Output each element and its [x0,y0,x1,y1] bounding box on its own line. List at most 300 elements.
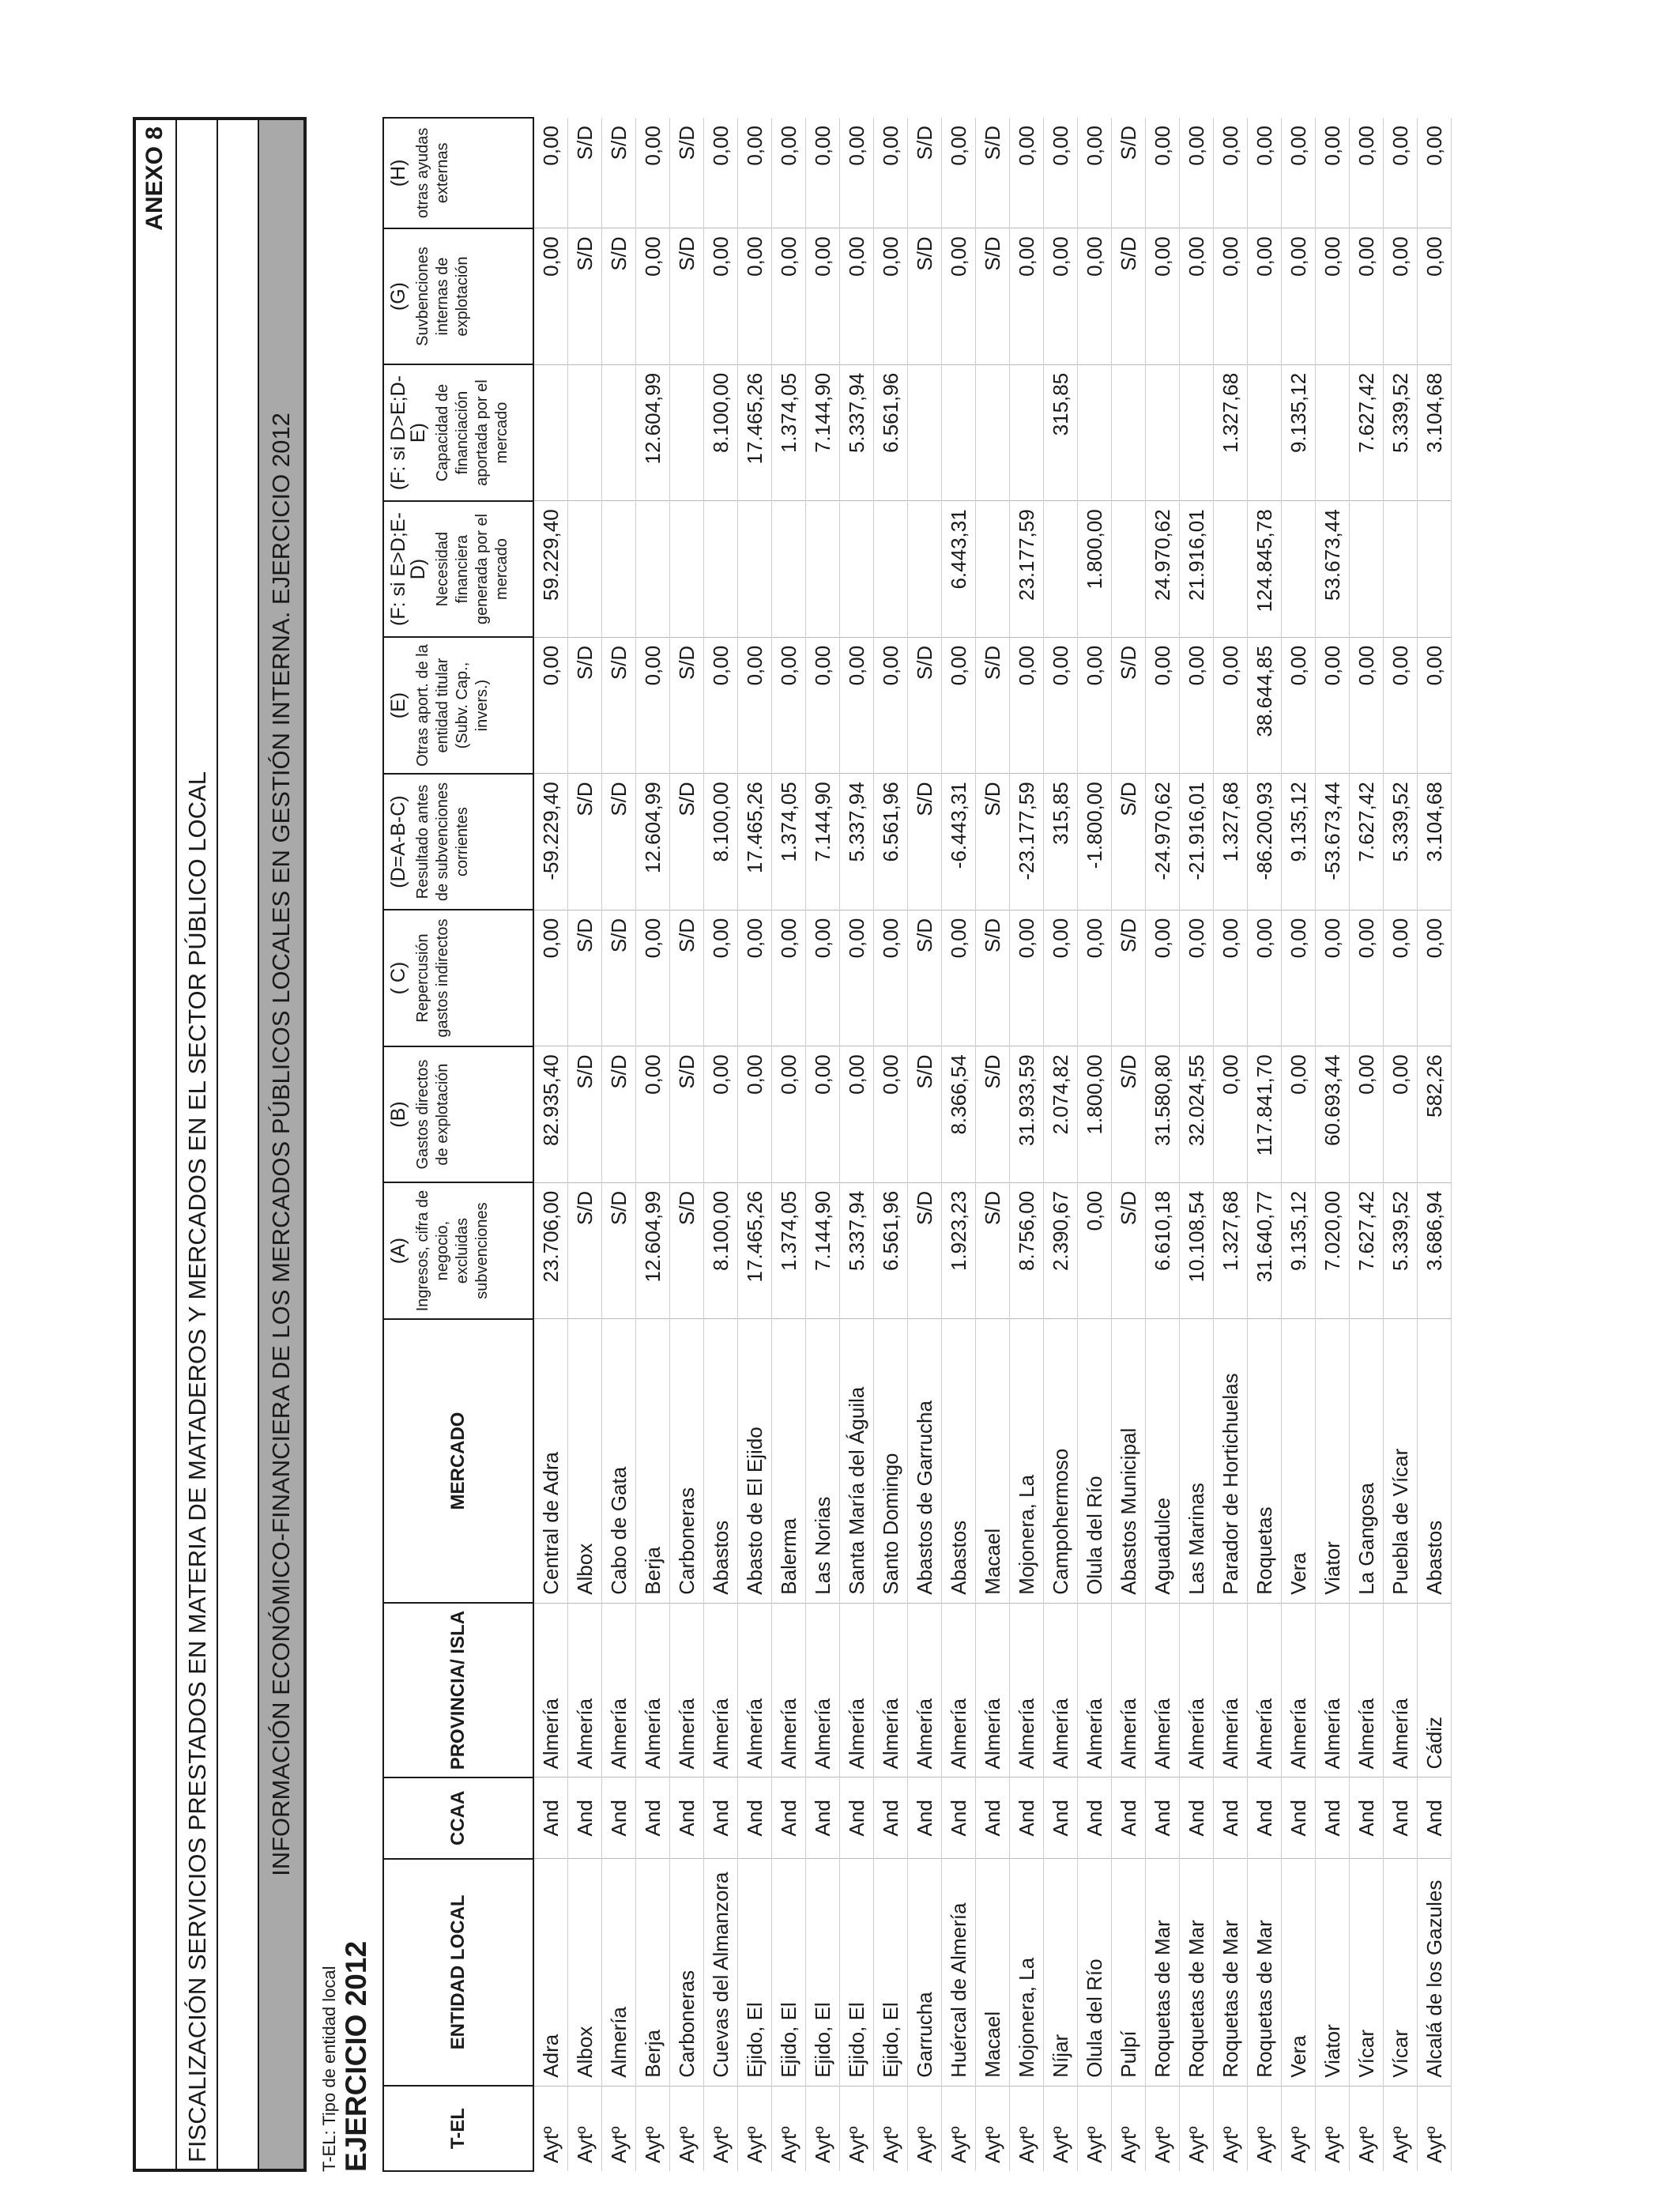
cell-entidad: Albox [568,1859,602,2087]
cell-f1 [568,501,602,638]
cell-e: 0,00 [1384,637,1418,774]
cell-provincia: Almería [1180,1603,1214,1777]
cell-a: 1.374,05 [772,1182,806,1319]
cell-a: 23.706,00 [533,1182,568,1319]
cell-entidad: Viator [1316,1859,1350,2087]
cell-c: 0,00 [533,910,568,1046]
col-h-desc: otras ayudas externas [414,127,451,219]
table-row [738,118,772,2171]
cell-ccaa: And [1248,1777,1282,1859]
cell-tel: Aytº [568,2086,602,2171]
cell-f2 [533,364,568,501]
cell-e: S/D [976,637,1010,774]
cell-d: 8.100,00 [704,774,738,910]
cell-c: 0,00 [1418,910,1452,1046]
cell-a: 12.604,99 [636,1182,670,1319]
cell-b: 0,00 [840,1046,874,1183]
cell-mercado: Abastos Municipal [1112,1319,1146,1603]
table-row [1316,118,1350,2171]
cell-d: -53.673,44 [1316,774,1350,910]
cell-f2 [1146,364,1180,501]
col-e-desc: Otras aport. de la entidad titular (Subv. Cap., invers.) [414,644,491,767]
cell-entidad: Ejido, El [874,1859,908,2087]
table-row [772,118,806,2171]
cell-entidad: Ejido, El [772,1859,806,2087]
cell-b: 0,00 [1350,1046,1384,1183]
cell-mercado: Abastos de Garrucha [908,1319,942,1603]
cell-provincia: Almería [1146,1603,1180,1777]
col-header-provincia: PROVINCIA/ ISLA [383,1603,533,1777]
col-header-d [383,774,533,910]
cell-tel: Aytº [533,2086,568,2171]
cell-e: 0,00 [533,637,568,774]
table-row [636,118,670,2171]
cell-mercado: Campohermoso [1044,1319,1078,1603]
cell-c: S/D [602,910,636,1046]
cell-d: 7.627,42 [1350,774,1384,910]
anexo-label: ANEXO 8 [141,126,168,231]
cell-d: -23.177,59 [1010,774,1044,910]
cell-ccaa: And [704,1777,738,1859]
cell-provincia: Almería [1384,1603,1418,1777]
cell-h: 0,00 [1384,118,1418,228]
col-f1-desc: Necesidad financiera generada por el mercado [434,514,510,625]
cell-entidad: Cuevas del Almanzora [704,1859,738,2087]
cell-provincia: Almería [976,1603,1010,1777]
cell-b: S/D [1112,1046,1146,1183]
cell-e: 0,00 [772,637,806,774]
table-row [1010,118,1044,2171]
cell-e: S/D [670,637,704,774]
cell-c: 0,00 [1078,910,1112,1046]
cell-entidad: Macael [976,1859,1010,2087]
cell-tel: Aytº [1316,2086,1350,2171]
cell-ccaa: And [1112,1777,1146,1859]
table-row [874,118,908,2171]
cell-f2: 17.465,26 [738,364,772,501]
cell-h: 0,00 [1010,118,1044,228]
cell-f1 [602,501,636,638]
cell-h: 0,00 [1316,118,1350,228]
cell-e: 0,00 [1044,637,1078,774]
cell-tel: Aytº [1146,2086,1180,2171]
cell-h: 0,00 [1078,118,1112,228]
cell-mercado: Las Marinas [1180,1319,1214,1603]
cell-f1: 1.800,00 [1078,501,1112,638]
col-e-letter: (E) [387,692,409,719]
cell-ccaa: And [908,1777,942,1859]
cell-f1 [1384,501,1418,638]
cell-c: 0,00 [1146,910,1180,1046]
cell-entidad: Ejido, El [840,1859,874,2087]
cell-e: 38.644,85 [1248,637,1282,774]
table-row [840,118,874,2171]
table-row [1214,118,1248,2171]
cell-g: 0,00 [1282,228,1316,365]
cell-h: 0,00 [840,118,874,228]
cell-h: S/D [568,118,602,228]
cell-a: 7.020,00 [1316,1182,1350,1319]
cell-tel: Aytº [602,2086,636,2171]
col-header-f1 [383,501,533,638]
cell-d: S/D [568,774,602,910]
cell-entidad: Vícar [1350,1859,1384,2087]
cell-a: 10.108,54 [1180,1182,1214,1319]
col-c-desc: Repercusión gastos indirectos [414,918,451,1038]
cell-d: 315,85 [1044,774,1078,910]
cell-tel: Aytº [670,2086,704,2171]
table-row [1044,118,1078,2171]
cell-ccaa: And [1350,1777,1384,1859]
cell-c: 0,00 [1350,910,1384,1046]
col-header-mercado: MERCADO [383,1319,533,1603]
cell-mercado: Albox [568,1319,602,1603]
cell-provincia: Almería [1078,1603,1112,1777]
cell-h: 0,00 [772,118,806,228]
cell-c: 0,00 [874,910,908,1046]
cell-entidad: Vera [1282,1859,1316,2087]
table-row [976,118,1010,2171]
cell-a: S/D [602,1182,636,1319]
table-row [568,118,602,2171]
table-row [1350,118,1384,2171]
cell-entidad: Olula del Río [1078,1859,1112,2087]
cell-b: 8.366,54 [942,1046,976,1183]
cell-tel: Aytº [704,2086,738,2171]
cell-ccaa: And [1214,1777,1248,1859]
cell-d: 5.339,52 [1384,774,1418,910]
cell-h: 0,00 [533,118,568,228]
cell-ccaa: And [568,1777,602,1859]
cell-mercado: Abastos [1418,1319,1452,1603]
cell-a: 5.339,52 [1384,1182,1418,1319]
cell-a: 8.756,00 [1010,1182,1044,1319]
cell-c: 0,00 [1384,910,1418,1046]
cell-ccaa: And [1044,1777,1078,1859]
cell-tel: Aytº [1384,2086,1418,2171]
cell-g: 0,00 [1248,228,1282,365]
col-header-tel: T-EL [383,2086,533,2171]
cell-g: 0,00 [636,228,670,365]
cell-mercado: Abastos [942,1319,976,1603]
cell-ccaa: And [1078,1777,1112,1859]
cell-f2: 5.339,52 [1384,364,1418,501]
cell-ccaa: And [1010,1777,1044,1859]
cell-f1: 59.229,40 [533,501,568,638]
cell-g: 0,00 [1214,228,1248,365]
cell-d: 7.144,90 [806,774,840,910]
cell-a: S/D [670,1182,704,1319]
cell-f2 [1112,364,1146,501]
header-anexo-row [136,120,177,2169]
cell-h: S/D [908,118,942,228]
cell-e: 0,00 [1214,637,1248,774]
cell-ccaa: And [976,1777,1010,1859]
cell-g: 0,00 [1350,228,1384,365]
cell-mercado: Roquetas [1248,1319,1282,1603]
table-row [1112,118,1146,2171]
cell-tel: Aytº [840,2086,874,2171]
cell-tel: Aytº [1418,2086,1452,2171]
cell-f2: 7.144,90 [806,364,840,501]
table-row [704,118,738,2171]
col-f2-desc: Capacidad de financiación aportada por el mercado [434,379,510,486]
cell-tel: Aytº [1180,2086,1214,2171]
cell-a: 7.144,90 [806,1182,840,1319]
cell-h: 0,00 [1282,118,1316,228]
cell-a: 8.100,00 [704,1182,738,1319]
cell-d: 6.561,96 [874,774,908,910]
cell-b: 1.800,00 [1078,1046,1112,1183]
cell-provincia: Almería [1350,1603,1384,1777]
cell-c: 0,00 [806,910,840,1046]
cell-mercado: Santa María del Águila [840,1319,874,1603]
cell-d: 5.337,94 [840,774,874,910]
cell-g: 0,00 [704,228,738,365]
table-row [670,118,704,2171]
cell-entidad: Pulpí [1112,1859,1146,2087]
cell-ccaa: And [1146,1777,1180,1859]
cell-ccaa: And [806,1777,840,1859]
cell-entidad: Mojonera, La [1010,1859,1044,2087]
col-g-letter: (G) [387,282,409,311]
cell-g: 0,00 [1146,228,1180,365]
cell-b: S/D [670,1046,704,1183]
cell-d: S/D [670,774,704,910]
col-a-letter: (A) [387,1237,409,1265]
cell-provincia: Almería [670,1603,704,1777]
col-g-desc: Suvbenciones internas de explotación [414,247,471,346]
table-row [1180,118,1214,2171]
cell-entidad: Roquetas de Mar [1180,1859,1214,2087]
cell-g: S/D [908,228,942,365]
cell-mercado: Balerma [772,1319,806,1603]
cell-e: 0,00 [806,637,840,774]
cell-f1 [1282,501,1316,638]
cell-d: 1.327,68 [1214,774,1248,910]
cell-provincia: Almería [772,1603,806,1777]
cell-tel: Aytº [738,2086,772,2171]
table-row [1282,118,1316,2171]
cell-provincia: Almería [533,1603,568,1777]
cell-h: 0,00 [738,118,772,228]
cell-e: 0,00 [1418,637,1452,774]
cell-ccaa: And [874,1777,908,1859]
cell-f2 [1078,364,1112,501]
cell-f2 [602,364,636,501]
cell-e: 0,00 [704,637,738,774]
cell-g: S/D [670,228,704,365]
cell-a: 1.923,23 [942,1182,976,1319]
cell-ccaa: And [1418,1777,1452,1859]
cell-b: 0,00 [636,1046,670,1183]
cell-mercado: Berja [636,1319,670,1603]
cell-d: -1.800,00 [1078,774,1112,910]
cell-h: S/D [976,118,1010,228]
cell-mercado: Central de Adra [533,1319,568,1603]
cell-g: 0,00 [1418,228,1452,365]
cell-provincia: Almería [704,1603,738,1777]
cell-f2: 7.627,42 [1350,364,1384,501]
col-header-e [383,637,533,774]
cell-mercado: Puebla de Vícar [1384,1319,1418,1603]
cell-tel: Aytº [908,2086,942,2171]
cell-mercado: Parador de Hortichuelas [1214,1319,1248,1603]
cell-h: 0,00 [1248,118,1282,228]
cell-f2: 5.337,94 [840,364,874,501]
cell-entidad: Adra [533,1859,568,2087]
cell-b: 2.074,82 [1044,1046,1078,1183]
cell-h: 0,00 [874,118,908,228]
cell-e: S/D [602,637,636,774]
cell-mercado: Mojonera, La [1010,1319,1044,1603]
cell-h: 0,00 [942,118,976,228]
cell-mercado: Aguadulce [1146,1319,1180,1603]
cell-a: 6.561,96 [874,1182,908,1319]
cell-d: S/D [908,774,942,910]
cell-b: 0,00 [806,1046,840,1183]
cell-g: 0,00 [1180,228,1214,365]
cell-tel: Aytº [1282,2086,1316,2171]
cell-f1 [772,501,806,638]
cell-ccaa: And [1180,1777,1214,1859]
cell-g: 0,00 [806,228,840,365]
ejercicio-heading: EJERCICIO 2012 [340,1940,372,2172]
cell-c: 0,00 [1214,910,1248,1046]
cell-tel: Aytº [1044,2086,1078,2171]
col-header-h [383,118,533,228]
cell-e: 0,00 [1146,637,1180,774]
cell-e: S/D [1112,637,1146,774]
cell-f1: 124.845,78 [1248,501,1282,638]
cell-c: S/D [670,910,704,1046]
cell-b: S/D [976,1046,1010,1183]
cell-f2 [976,364,1010,501]
cell-b: 32.024,55 [1180,1046,1214,1183]
cell-f1 [704,501,738,638]
cell-c: 0,00 [840,910,874,1046]
cell-h: 0,00 [1146,118,1180,228]
cell-provincia: Almería [942,1603,976,1777]
cell-d: S/D [1112,774,1146,910]
cell-c: 0,00 [1010,910,1044,1046]
cell-e: 0,00 [942,637,976,774]
cell-g: 0,00 [840,228,874,365]
table-row [602,118,636,2171]
cell-h: S/D [670,118,704,228]
header-title-row [177,120,218,2169]
cell-h: 0,00 [1214,118,1248,228]
cell-provincia: Almería [568,1603,602,1777]
cell-provincia: Almería [1214,1603,1248,1777]
cell-f2 [1180,364,1214,501]
cell-d: 17.465,26 [738,774,772,910]
cell-f2: 9.135,12 [1282,364,1316,501]
cell-c: 0,00 [1180,910,1214,1046]
cell-d: 1.374,05 [772,774,806,910]
cell-entidad: Ejido, El [806,1859,840,2087]
cell-e: 0,00 [1180,637,1214,774]
cell-e: 0,00 [1282,637,1316,774]
cell-f2: 1.327,68 [1214,364,1248,501]
cell-entidad: Níjar [1044,1859,1078,2087]
cell-provincia: Almería [806,1603,840,1777]
section-title: INFORMACIÓN ECONÓMICO-FINANCIERA DE LOS MERCADOS PÚBLICOS LOCALES EN GESTIÓN INTERNA. EJERCICIO 2012 [267,413,295,1876]
cell-e: 0,00 [1316,637,1350,774]
cell-a: 17.465,26 [738,1182,772,1319]
cell-d: S/D [602,774,636,910]
cell-e: 0,00 [1010,637,1044,774]
cell-g: 0,00 [942,228,976,365]
cell-a: S/D [1112,1182,1146,1319]
cell-f1 [1418,501,1452,638]
table-body [533,118,1452,2171]
table-row [1146,118,1180,2171]
cell-tel: Aytº [772,2086,806,2171]
cell-c: 0,00 [738,910,772,1046]
cell-provincia: Almería [1044,1603,1078,1777]
cell-a: 7.627,42 [1350,1182,1384,1319]
cell-ccaa: And [602,1777,636,1859]
cell-e: 0,00 [738,637,772,774]
cell-g: 0,00 [1044,228,1078,365]
cell-h: 0,00 [1044,118,1078,228]
cell-a: S/D [908,1182,942,1319]
tipo-note: T-EL: Tipo de entidad local [319,1966,339,2172]
cell-a: 31.640,77 [1248,1182,1282,1319]
cell-f2: 6.561,96 [874,364,908,501]
cell-g: 0,00 [738,228,772,365]
cell-g: 0,00 [533,228,568,365]
table-header-row [383,118,533,2171]
cell-provincia: Almería [738,1603,772,1777]
cell-tel: Aytº [942,2086,976,2171]
cell-ccaa: And [1384,1777,1418,1859]
table-row [908,118,942,2171]
cell-provincia: Almería [1248,1603,1282,1777]
cell-ccaa: And [1282,1777,1316,1859]
cell-g: S/D [568,228,602,365]
cell-a: 5.337,94 [840,1182,874,1319]
cell-a: 3.686,94 [1418,1182,1452,1319]
cell-mercado: Abastos [704,1319,738,1603]
cell-ccaa: And [636,1777,670,1859]
col-d-letter: (D=A-B-C) [387,795,409,888]
col-header-g [383,228,533,365]
cell-b: 0,00 [1384,1046,1418,1183]
col-f1-letter: (F: si E>D;E-D) [387,512,429,626]
cell-f2 [1316,364,1350,501]
cell-b: 60.693,44 [1316,1046,1350,1183]
cell-f1 [908,501,942,638]
cell-f1 [840,501,874,638]
cell-d: 9.135,12 [1282,774,1316,910]
cell-tel: Aytº [1078,2086,1112,2171]
cell-f1 [874,501,908,638]
cell-b: 0,00 [874,1046,908,1183]
cell-ccaa: And [670,1777,704,1859]
col-header-ccaa: CCAA [383,1777,533,1859]
cell-b: 0,00 [1214,1046,1248,1183]
cell-g: S/D [1112,228,1146,365]
cell-tel: Aytº [1112,2086,1146,2171]
col-d-desc: Resultado antes de subvenciones corrientes [414,782,471,902]
cell-e: 0,00 [636,637,670,774]
cell-provincia: Almería [1282,1603,1316,1777]
cell-h: 0,00 [1180,118,1214,228]
cell-h: 0,00 [1350,118,1384,228]
cell-tel: Aytº [1214,2086,1248,2171]
